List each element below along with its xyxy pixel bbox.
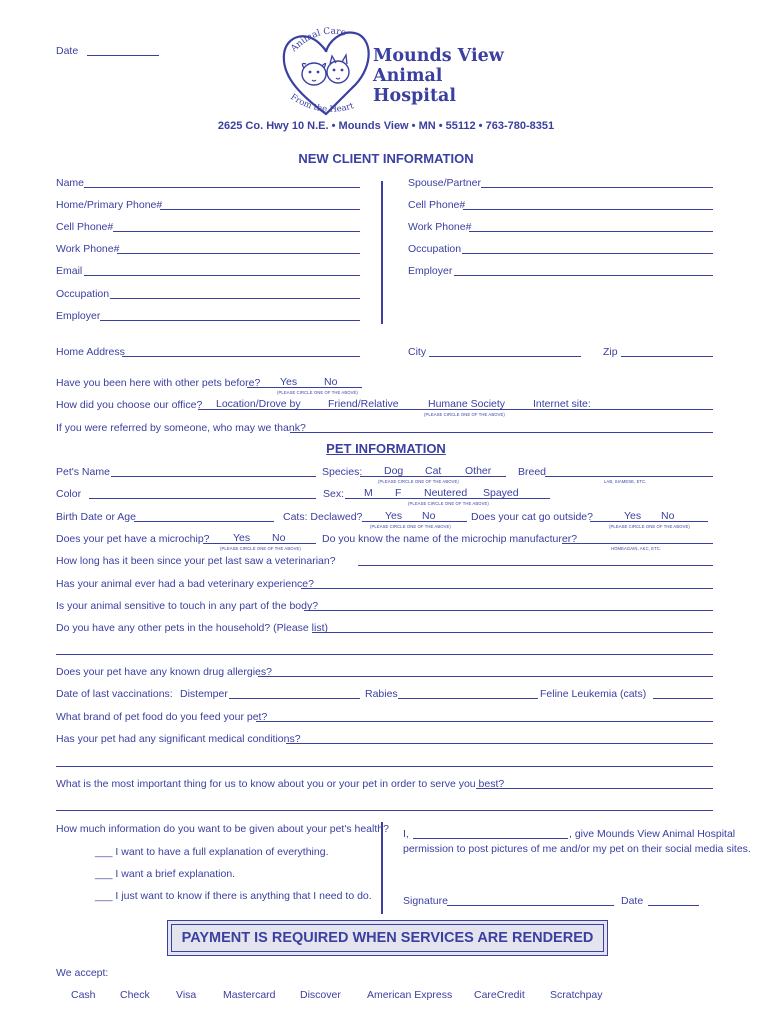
choose-office-question: How did you choose our office? xyxy=(56,399,203,411)
bad-experience-field[interactable] xyxy=(301,588,713,589)
heart-logo-icon xyxy=(276,18,376,122)
employer-field[interactable] xyxy=(100,320,360,321)
outside-line xyxy=(590,521,708,522)
client-section-title: NEW CLIENT INFORMATION xyxy=(298,151,474,166)
hospital-address: 2625 Co. Hwy 10 N.E. • Mounds View • MN • 55112 • 763-780-8351 xyxy=(217,120,555,132)
email-label: Email xyxy=(56,265,83,277)
declawed-circle-note: (PLEASE CIRCLE ONE OF THE ABOVE) xyxy=(370,524,451,529)
sensitive-touch-question: Is your animal sensitive to touch in any part of the body? xyxy=(56,600,319,612)
microchip-question: Does your pet have a microchip? xyxy=(56,533,210,545)
spouse-employer-label: Employer xyxy=(408,265,453,277)
home-phone-label: Home/Primary Phone# xyxy=(56,199,163,211)
choose-location-option[interactable]: Location/Drove by xyxy=(216,398,301,410)
outside-circle-note: (PLEASE CIRCLE ONE OF THE ABOVE) xyxy=(609,524,690,529)
sex-neutered-option[interactable]: Neutered xyxy=(424,487,468,499)
pet-section-title: PET INFORMATION xyxy=(326,441,446,456)
logo-arc-top: Animal Care xyxy=(289,26,348,55)
been-here-line xyxy=(247,387,362,388)
permission-i-label: I, xyxy=(403,828,409,840)
referred-question: If you were referred by someone, who may we thank? xyxy=(56,422,306,434)
been-here-yes-option[interactable]: Yes xyxy=(280,376,298,388)
payment-discover: Discover xyxy=(300,989,341,1001)
outside-question: Does your cat go outside? xyxy=(471,511,593,523)
brief-explanation-option[interactable]: ___ I want a brief explanation. xyxy=(95,868,236,880)
payment-scratchpay: Scratchpay xyxy=(550,989,603,1001)
payment-american-express: American Express xyxy=(367,989,453,1001)
choose-office-circle-note: (PLEASE CIRCLE ONE OF THE ABOVE) xyxy=(424,412,505,417)
pet-name-label: Pet's Name xyxy=(56,466,110,478)
signature-field[interactable] xyxy=(447,905,614,906)
sex-label: Sex: xyxy=(323,488,345,500)
declawed-no-option[interactable]: No xyxy=(422,510,436,522)
drug-allergies-field[interactable] xyxy=(258,676,713,677)
payment-carecredit: CareCredit xyxy=(474,989,525,1001)
signature-date-label: Date xyxy=(621,895,644,907)
microchip-circle-note: (PLEASE CIRCLE ONE OF THE ABOVE) xyxy=(220,546,301,551)
hospital-name-2: Animal xyxy=(373,66,443,86)
sex-f-option[interactable]: F xyxy=(395,487,402,499)
zip-label: Zip xyxy=(603,346,618,358)
feline-leukemia-field[interactable] xyxy=(653,698,713,699)
zip-field[interactable] xyxy=(621,356,713,357)
we-accept-label: We accept: xyxy=(56,967,109,979)
need-to-do-option[interactable]: ___ I just want to know if there is anything that I need to do. xyxy=(95,890,372,902)
other-pets-field-2[interactable] xyxy=(56,654,713,655)
signature-label: Signature xyxy=(403,895,448,907)
last-vet-visit-question: How long has it been since your pet last saw a veterinarian? xyxy=(56,555,336,567)
name-field[interactable] xyxy=(84,187,360,188)
permission-name-field[interactable] xyxy=(413,838,568,839)
employer-label: Employer xyxy=(56,310,101,322)
feline-leukemia-label: Feline Leukemia (cats) xyxy=(540,688,647,700)
declawed-line xyxy=(362,521,467,522)
city-field[interactable] xyxy=(429,356,581,357)
home-phone-field[interactable] xyxy=(160,209,360,210)
microchip-line xyxy=(203,543,316,544)
species-circle-note: (PLEASE CIRCLE ONE OF THE ABOVE) xyxy=(378,479,459,484)
species-label: Species: xyxy=(322,466,363,478)
most-important-field[interactable] xyxy=(476,788,713,789)
medical-conditions-question: Has your pet had any significant medical conditions? xyxy=(56,733,301,745)
spouse-work-phone-label: Work Phone# xyxy=(408,221,472,233)
outside-no-option[interactable]: No xyxy=(661,510,675,522)
spouse-occupation-label: Occupation xyxy=(408,243,462,255)
cell-phone-label: Cell Phone# xyxy=(56,221,114,233)
occupation-field[interactable] xyxy=(110,298,360,299)
signature-date-field[interactable] xyxy=(648,905,699,906)
breed-note: LAB, SIAMESE, ETC. xyxy=(604,479,647,484)
permission-text-2: permission to post pictures of me and/or my pet on their social media sites. xyxy=(403,843,751,855)
pet-food-field[interactable] xyxy=(256,721,713,722)
payment-banner-text: PAYMENT IS REQUIRED WHEN SERVICES ARE RENDERED xyxy=(181,930,594,946)
last-vet-visit-field[interactable] xyxy=(358,565,713,566)
referred-field[interactable] xyxy=(290,432,713,433)
manufacturer-question: Do you know the name of the microchip manufacturer? xyxy=(322,533,578,545)
hospital-name-3: Hospital xyxy=(373,86,457,106)
spouse-field[interactable] xyxy=(481,187,713,188)
drug-allergies-question: Does your pet have any known drug allergies? xyxy=(56,666,272,678)
payment-cash: Cash xyxy=(71,989,96,1001)
species-cat-option[interactable]: Cat xyxy=(425,465,442,477)
email-field[interactable] xyxy=(84,275,360,276)
distemper-field[interactable] xyxy=(229,698,360,699)
occupation-label: Occupation xyxy=(56,288,110,300)
name-label: Name xyxy=(56,177,85,189)
info-preference-question: How much information do you want to be given about your pet's health? xyxy=(56,823,389,835)
most-important-question: What is the most important thing for us to know about you or your pet in order to serve you best? xyxy=(56,778,505,790)
payment-mastercard: Mastercard xyxy=(223,989,276,1001)
microchip-no-option[interactable]: No xyxy=(272,532,286,544)
manufacturer-field[interactable] xyxy=(562,543,713,544)
sex-circle-note: (PLEASE CIRCLE ONE OF THE ABOVE) xyxy=(408,501,489,506)
spouse-label: Spouse/Partner xyxy=(408,177,481,189)
rabies-label: Rabies xyxy=(365,688,398,700)
color-label: Color xyxy=(56,488,82,500)
medical-conditions-field[interactable] xyxy=(286,743,713,744)
payment-visa: Visa xyxy=(176,989,197,1001)
breed-label: Breed xyxy=(518,466,547,478)
payment-check: Check xyxy=(120,989,150,1001)
consent-divider xyxy=(381,822,383,914)
home-address-label: Home Address xyxy=(56,346,125,358)
pet-food-question: What brand of pet food do you feed your pet? xyxy=(56,711,268,723)
spouse-occupation-field[interactable] xyxy=(462,253,713,254)
microchip-yes-option[interactable]: Yes xyxy=(233,532,251,544)
spouse-work-phone-field[interactable] xyxy=(469,231,713,232)
medical-conditions-field-2[interactable] xyxy=(56,766,713,767)
been-here-question: Have you been here with other pets before? xyxy=(56,377,261,389)
home-address-field[interactable] xyxy=(122,356,360,357)
bad-experience-question: Has your animal ever had a bad veterinary experience? xyxy=(56,578,314,590)
color-field[interactable] xyxy=(89,498,316,499)
declawed-label: Cats: Declawed? xyxy=(283,511,363,523)
hospital-name-1: Mounds View xyxy=(373,46,504,66)
other-pets-field[interactable] xyxy=(312,632,713,633)
outside-yes-option[interactable]: Yes xyxy=(624,510,642,522)
logo-arc-bottom: From the Heart xyxy=(288,92,356,115)
sex-m-option[interactable]: M xyxy=(364,487,373,499)
other-pets-question: Do you have any other pets in the household? (Please list) xyxy=(56,622,329,634)
full-explanation-option[interactable]: ___ I want to have a full explanation of everything. xyxy=(95,846,329,858)
choose-humane-society-option[interactable]: Humane Society xyxy=(428,398,506,410)
work-phone-label: Work Phone# xyxy=(56,243,120,255)
distemper-label: Distemper xyxy=(180,688,228,700)
choose-friend-option[interactable]: Friend/Relative xyxy=(328,398,399,410)
been-here-circle-note: (PLEASE CIRCLE ONE OF THE ABOVE) xyxy=(277,390,358,395)
spouse-employer-field[interactable] xyxy=(454,275,713,276)
date-field[interactable] xyxy=(87,55,159,56)
vaccinations-label: Date of last vaccinations: xyxy=(56,688,173,700)
permission-text: , give Mounds View Animal Hospital xyxy=(569,828,736,840)
been-here-no-option[interactable]: No xyxy=(324,376,338,388)
breed-field[interactable] xyxy=(545,476,713,477)
cell-phone-field[interactable] xyxy=(113,231,360,232)
pet-name-field[interactable] xyxy=(111,476,316,477)
sensitive-touch-field[interactable] xyxy=(304,610,713,611)
spouse-cell-field[interactable] xyxy=(463,209,713,210)
column-divider xyxy=(381,181,383,324)
choose-internet-option[interactable]: Internet site: xyxy=(533,398,591,410)
declawed-yes-option[interactable]: Yes xyxy=(385,510,403,522)
most-important-field-2[interactable] xyxy=(56,810,713,811)
manufacturer-note: HOMEAGAIN, AKC, ETC. xyxy=(611,546,662,551)
species-other-option[interactable]: Other xyxy=(465,465,492,477)
work-phone-field[interactable] xyxy=(117,253,360,254)
sex-spayed-option[interactable]: Spayed xyxy=(483,487,519,499)
city-label: City xyxy=(408,346,427,358)
species-dog-option[interactable]: Dog xyxy=(384,465,404,477)
birth-date-field[interactable] xyxy=(134,521,274,522)
rabies-field[interactable] xyxy=(398,698,538,699)
payment-banner xyxy=(167,920,608,956)
spouse-cell-label: Cell Phone# xyxy=(408,199,466,211)
date-label: Date xyxy=(56,45,79,57)
birth-date-label: Birth Date or Age xyxy=(56,511,136,523)
